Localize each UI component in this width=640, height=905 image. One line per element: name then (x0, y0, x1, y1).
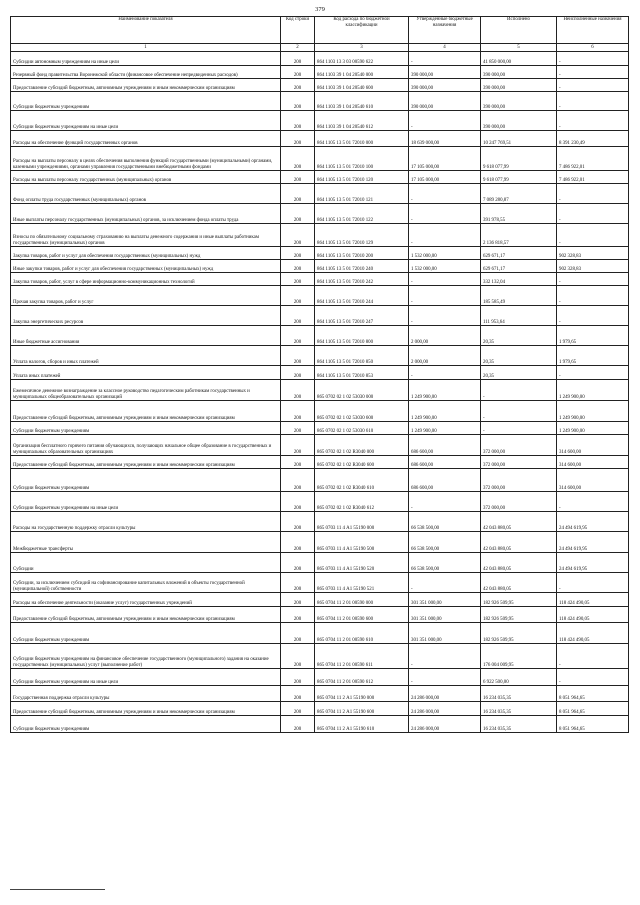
expense-code-cell: 864 1103 39 1 04 20540 000 (315, 66, 409, 79)
approved-amount-cell: 2 000,00 (409, 346, 481, 366)
line-code-cell: 200 (281, 469, 315, 492)
line-code-cell: 200 (281, 573, 315, 593)
executed-amount-cell: 42 043 880,05 (481, 553, 557, 573)
unexecuted-amount-cell: 1 979,65 (557, 346, 629, 366)
indicator-name-cell: Государственная поддержка отрасли культуры (11, 686, 281, 702)
indicator-name-cell: Расходы на государственную поддержку отрасли культуры (11, 512, 281, 532)
unexecuted-amount-cell: 314 600,00 (557, 456, 629, 469)
unexecuted-amount-cell: - (557, 366, 629, 380)
unexecuted-amount-cell: 1 249 900,00 (557, 401, 629, 422)
indicator-name-cell: Предоставление субсидий бюджетным, автономным учреждениям и иным некоммерческим организациям (11, 79, 281, 92)
unexecuted-amount-cell: - (557, 79, 629, 92)
line-code-cell: 200 (281, 286, 315, 306)
table-row (11, 435, 629, 456)
expense-code-cell: 864 1105 13 5 01 72010 000 (315, 131, 409, 147)
table-row (11, 593, 629, 607)
expense-code-cell: 864 1103 39 1 04 20540 600 (315, 79, 409, 92)
executed-amount-cell: 20,35 (481, 366, 557, 380)
line-code-cell: 200 (281, 669, 315, 686)
expense-code-cell: 865 0702 02 1 02 53030 000 (315, 380, 409, 401)
indicator-name-cell: Ежемесячное денежное вознаграждение за классное руководство педагогическим работникам государственных и муниципальных общеобразовательных организаций (11, 380, 281, 401)
table-row (11, 92, 629, 111)
unexecuted-amount-cell: - (557, 644, 629, 669)
executed-amount-cell: 182 926 509,95 (481, 607, 557, 623)
indicator-name-cell: Фонд оплаты труда государственных (муниципальных) органов (11, 184, 281, 204)
indicator-name-cell: Субсидии бюджетным учреждениям (11, 422, 281, 435)
approved-amount-cell: - (409, 366, 481, 380)
table-row (11, 247, 629, 260)
line-code-cell: 200 (281, 111, 315, 131)
unexecuted-amount-cell: 24 494 619,95 (557, 512, 629, 532)
line-code-cell: 200 (281, 716, 315, 733)
executed-amount-cell: 42 043 880,05 (481, 512, 557, 532)
unexecuted-amount-cell: 1 249 900,00 (557, 422, 629, 435)
indicator-name-cell: Закупка товаров, работ, услуг в сфере информационно-коммуникационных технологий (11, 273, 281, 286)
indicator-name-cell: Расходы на выплаты персоналу в целях обеспечения выполнения функций государственными (муниципальными) органами, казенными учреждениями, органами управления государственными внебюджетными фондами (11, 147, 281, 171)
line-code-cell: 200 (281, 147, 315, 171)
expense-code-cell: 865 0703 11 4 А1 55190 000 (315, 512, 409, 532)
line-code-cell: 200 (281, 260, 315, 273)
indicator-name-cell: Субсидии автономным учреждениям на иные цели (11, 52, 281, 66)
executed-amount-cell: 16 234 035,35 (481, 716, 557, 733)
executed-amount-cell: 20,35 (481, 346, 557, 366)
table-row (11, 469, 629, 492)
line-code-cell: 200 (281, 512, 315, 532)
unexecuted-amount-cell: - (557, 52, 629, 66)
executed-amount-cell: 42 043 880,05 (481, 532, 557, 553)
unexecuted-amount-cell: 24 494 619,95 (557, 553, 629, 573)
executed-amount-cell: 111 953,64 (481, 306, 557, 326)
indicator-name-cell: Закупка энергетических ресурсов (11, 306, 281, 326)
header-expense-code: Код расхода по бюджетной классификации (315, 17, 409, 44)
executed-amount-cell: 176 004 009,95 (481, 644, 557, 669)
table-row (11, 171, 629, 184)
table-body (11, 52, 629, 733)
executed-amount-cell: 6 922 500,00 (481, 669, 557, 686)
executed-amount-cell: 372 000,00 (481, 456, 557, 469)
executed-amount-cell: 390 000,00 (481, 66, 557, 79)
expense-code-cell: 865 0704 11 2 А1 55190 000 (315, 686, 409, 702)
table-row (11, 52, 629, 66)
approved-amount-cell: 390 000,00 (409, 66, 481, 79)
indicator-name-cell: Взносы по обязательному социальному страхованию на выплаты денежного содержания и иные выплаты работникам государственных (муниципальных) органов (11, 224, 281, 247)
expense-code-cell: 865 0704 11 2 01 00590 000 (315, 593, 409, 607)
expense-code-cell: 864 1105 13 5 01 72010 850 (315, 346, 409, 366)
approved-amount-cell: 1 249 900,00 (409, 422, 481, 435)
table-row (11, 553, 629, 573)
table-row (11, 686, 629, 702)
approved-amount-cell: 66 538 500,00 (409, 512, 481, 532)
table-row (11, 224, 629, 247)
line-code-cell: 200 (281, 422, 315, 435)
column-number: 4 (409, 44, 481, 52)
unexecuted-amount-cell: - (557, 111, 629, 131)
approved-amount-cell: 1 532 000,00 (409, 247, 481, 260)
unexecuted-amount-cell: 902 328,83 (557, 260, 629, 273)
unexecuted-amount-cell: - (557, 204, 629, 224)
approved-amount-cell: - (409, 111, 481, 131)
header-unexecuted: Неисполненные назначения (557, 17, 629, 44)
approved-amount-cell: 390 000,00 (409, 92, 481, 111)
indicator-name-cell: Субсидии бюджетным учреждениям на иные цели (11, 111, 281, 131)
approved-amount-cell: - (409, 224, 481, 247)
column-number: 5 (481, 44, 557, 52)
unexecuted-amount-cell: 902 328,83 (557, 247, 629, 260)
expense-code-cell: 864 1105 13 5 01 72010 122 (315, 204, 409, 224)
line-code-cell: 200 (281, 52, 315, 66)
line-code-cell: 200 (281, 644, 315, 669)
line-code-cell: 200 (281, 686, 315, 702)
unexecuted-amount-cell: - (557, 66, 629, 79)
column-number: 3 (315, 44, 409, 52)
line-code-cell: 200 (281, 66, 315, 79)
line-code-cell: 200 (281, 623, 315, 644)
expense-code-cell: 865 0704 11 2 А1 55190 610 (315, 716, 409, 733)
executed-amount-cell: 332 132,04 (481, 273, 557, 286)
table-row (11, 260, 629, 273)
indicator-name-cell: Резервный фонд правительства Воронежской области (финансовое обеспечение непредвиденных расходов) (11, 66, 281, 79)
executed-amount-cell: 390 000,00 (481, 79, 557, 92)
unexecuted-amount-cell: 7 486 922,01 (557, 171, 629, 184)
executed-amount-cell: 9 618 077,99 (481, 147, 557, 171)
expense-code-cell: 865 0704 11 2 А1 55190 600 (315, 702, 409, 716)
executed-amount-cell: 391 978,55 (481, 204, 557, 224)
approved-amount-cell: 686 600,00 (409, 456, 481, 469)
expense-code-cell: 865 0703 11 4 А1 55190 521 (315, 573, 409, 593)
approved-amount-cell: 686 600,00 (409, 435, 481, 456)
expense-code-cell: 864 1105 13 5 01 72010 244 (315, 286, 409, 306)
indicator-name-cell: Закупка товаров, работ и услуг для обеспечения государственных (муниципальных) нужд (11, 247, 281, 260)
unexecuted-amount-cell: 7 486 922,01 (557, 147, 629, 171)
expense-code-cell: 864 1105 13 5 01 72010 121 (315, 184, 409, 204)
executed-amount-cell: 10 247 769,51 (481, 131, 557, 147)
unexecuted-amount-cell: - (557, 669, 629, 686)
executed-amount-cell: 629 671,17 (481, 260, 557, 273)
indicator-name-cell: Предоставление субсидий бюджетным, автономным учреждениям и иным некоммерческим организациям (11, 401, 281, 422)
approved-amount-cell: 24 286 000,00 (409, 686, 481, 702)
approved-amount-cell: 24 286 000,00 (409, 702, 481, 716)
header-approved: Утвержденные бюджетные назначения (409, 17, 481, 44)
expense-code-cell: 864 1105 13 5 01 72010 853 (315, 366, 409, 380)
executed-amount-cell: 372 000,00 (481, 492, 557, 512)
executed-amount-cell: 7 089 280,87 (481, 184, 557, 204)
unexecuted-amount-cell: 1 249 900,00 (557, 380, 629, 401)
indicator-name-cell: Субсидии бюджетным учреждениям (11, 716, 281, 733)
executed-amount-cell: 16 234 035,35 (481, 702, 557, 716)
table-row (11, 380, 629, 401)
expense-code-cell: 865 0704 11 2 01 00590 600 (315, 607, 409, 623)
line-code-cell: 200 (281, 273, 315, 286)
unexecuted-amount-cell: 118 424 490,05 (557, 607, 629, 623)
approved-amount-cell: 66 538 500,00 (409, 553, 481, 573)
executed-amount-cell: 20,35 (481, 326, 557, 346)
approved-amount-cell: 390 000,00 (409, 79, 481, 92)
unexecuted-amount-cell: 118 424 490,05 (557, 593, 629, 607)
page-number: 379 (315, 6, 325, 13)
expense-code-cell: 865 0703 11 4 А1 55190 520 (315, 553, 409, 573)
line-code-cell: 200 (281, 346, 315, 366)
column-number: 1 (11, 44, 281, 52)
table-row (11, 273, 629, 286)
line-code-cell: 200 (281, 607, 315, 623)
line-code-cell: 200 (281, 247, 315, 260)
approved-amount-cell: 18 639 000,00 (409, 131, 481, 147)
executed-amount-cell: 9 618 077,99 (481, 171, 557, 184)
unexecuted-amount-cell: - (557, 286, 629, 306)
approved-amount-cell: 2 000,00 (409, 326, 481, 346)
executed-amount-cell: 16 234 035,35 (481, 686, 557, 702)
expense-code-cell: 865 0702 02 1 02 R3040 612 (315, 492, 409, 512)
unexecuted-amount-cell: - (557, 573, 629, 593)
indicator-name-cell: Уплата иных платежей (11, 366, 281, 380)
header-row (11, 17, 629, 44)
approved-amount-cell: - (409, 669, 481, 686)
line-code-cell: 200 (281, 435, 315, 456)
executed-amount-cell: 185 585,49 (481, 286, 557, 306)
approved-amount-cell: 66 538 500,00 (409, 532, 481, 553)
unexecuted-amount-cell: 314 600,00 (557, 469, 629, 492)
approved-amount-cell: - (409, 306, 481, 326)
expense-code-cell: 865 0702 02 1 02 R3040 610 (315, 469, 409, 492)
executed-amount-cell: 41 850 000,00 (481, 52, 557, 66)
executed-amount-cell: - (481, 401, 557, 422)
executed-amount-cell: 182 926 509,95 (481, 593, 557, 607)
table-row (11, 131, 629, 147)
table-row (11, 346, 629, 366)
line-code-cell: 200 (281, 702, 315, 716)
line-code-cell: 200 (281, 171, 315, 184)
expense-code-cell: 865 0702 02 1 02 53030 600 (315, 401, 409, 422)
column-number: 6 (557, 44, 629, 52)
header-indicator-name: Наименование показателя (11, 17, 281, 44)
expense-code-cell: 864 1105 13 5 01 72010 120 (315, 171, 409, 184)
executed-amount-cell: 372 000,00 (481, 435, 557, 456)
approved-amount-cell: - (409, 273, 481, 286)
line-code-cell: 200 (281, 553, 315, 573)
header-executed: Исполнено (481, 17, 557, 44)
expense-code-cell: 864 1105 13 5 01 72010 100 (315, 147, 409, 171)
line-code-cell: 200 (281, 326, 315, 346)
approved-amount-cell: 1 532 000,00 (409, 260, 481, 273)
table-row (11, 204, 629, 224)
expense-code-cell: 864 1105 13 5 01 72010 242 (315, 273, 409, 286)
table-row (11, 184, 629, 204)
indicator-name-cell: Иные закупки товаров, работ и услуг для обеспечения государственных (муниципальных) нужд (11, 260, 281, 273)
indicator-name-cell: Уплата налогов, сборов и иных платежей (11, 346, 281, 366)
indicator-name-cell: Расходы на выплаты персоналу государственных (муниципальных) органов (11, 171, 281, 184)
expense-code-cell: 864 1105 13 5 01 72010 247 (315, 306, 409, 326)
approved-amount-cell: - (409, 644, 481, 669)
table-row (11, 66, 629, 79)
executed-amount-cell: 390 000,00 (481, 111, 557, 131)
line-code-cell: 200 (281, 401, 315, 422)
indicator-name-cell: Субсидии бюджетным учреждениям (11, 623, 281, 644)
line-code-cell: 200 (281, 92, 315, 111)
line-code-cell: 200 (281, 306, 315, 326)
indicator-name-cell: Иные бюджетные ассигнования (11, 326, 281, 346)
column-number: 2 (281, 44, 315, 52)
header-line-code: Код строки (281, 17, 315, 44)
executed-amount-cell: 2 136 818,57 (481, 224, 557, 247)
line-code-cell: 200 (281, 492, 315, 512)
expense-code-cell: 864 1105 13 5 01 72010 200 (315, 247, 409, 260)
approved-amount-cell: 686 600,00 (409, 469, 481, 492)
expense-code-cell: 865 0704 11 2 01 00590 611 (315, 644, 409, 669)
indicator-name-cell: Субсидии (11, 553, 281, 573)
unexecuted-amount-cell: - (557, 224, 629, 247)
line-code-cell: 200 (281, 224, 315, 247)
table-row (11, 607, 629, 623)
line-code-cell: 200 (281, 532, 315, 553)
executed-amount-cell: 372 000,00 (481, 469, 557, 492)
line-code-cell: 200 (281, 593, 315, 607)
expense-code-cell: 864 1105 13 5 01 72010 240 (315, 260, 409, 273)
indicator-name-cell: Субсидии бюджетным учреждениям на иные цели (11, 669, 281, 686)
approved-amount-cell: - (409, 204, 481, 224)
indicator-name-cell: Организация бесплатного горячего питания обучающихся, получающих начальное общее образование в государственных и муниципальных образовательных организациях (11, 435, 281, 456)
table-row (11, 716, 629, 733)
line-code-cell: 200 (281, 204, 315, 224)
unexecuted-amount-cell: 8 391 230,49 (557, 131, 629, 147)
unexecuted-amount-cell: - (557, 306, 629, 326)
approved-amount-cell: 301 351 000,00 (409, 623, 481, 644)
indicator-name-cell: Субсидии бюджетным учреждениям (11, 469, 281, 492)
indicator-name-cell: Субсидии, за исключением субсидий на софинансирование капитальных вложений в объекты государственной (муниципальной) собственности (11, 573, 281, 593)
unexecuted-amount-cell: - (557, 184, 629, 204)
expense-code-cell: 864 1103 39 1 04 20540 612 (315, 111, 409, 131)
approved-amount-cell: - (409, 286, 481, 306)
approved-amount-cell: 1 249 900,00 (409, 401, 481, 422)
executed-amount-cell: 629 671,17 (481, 247, 557, 260)
line-code-cell: 200 (281, 456, 315, 469)
line-code-cell: 200 (281, 380, 315, 401)
approved-amount-cell: 301 351 000,00 (409, 593, 481, 607)
unexecuted-amount-cell: 1 979,65 (557, 326, 629, 346)
footer-rule (10, 889, 105, 890)
table-row (11, 702, 629, 716)
line-code-cell: 200 (281, 79, 315, 92)
line-code-cell: 200 (281, 184, 315, 204)
table-row (11, 573, 629, 593)
indicator-name-cell: Субсидии бюджетным учреждениям (11, 92, 281, 111)
indicator-name-cell: Межбюджетные трансферты (11, 532, 281, 553)
indicator-name-cell: Расходы на обеспечение функций государственных органов (11, 131, 281, 147)
expense-code-cell: 865 0703 11 4 А1 55190 500 (315, 532, 409, 553)
table-row (11, 669, 629, 686)
line-code-cell: 200 (281, 131, 315, 147)
table-row (11, 492, 629, 512)
unexecuted-amount-cell: 24 494 619,95 (557, 532, 629, 553)
unexecuted-amount-cell: 314 600,00 (557, 435, 629, 456)
approved-amount-cell: 24 286 000,00 (409, 716, 481, 733)
indicator-name-cell: Субсидии бюджетным учреждениям на финансовое обеспечение государственного (муниципального) задания на оказание государственных (муниципальных) услуг (выполнение работ) (11, 644, 281, 669)
approved-amount-cell: - (409, 573, 481, 593)
table-row (11, 644, 629, 669)
indicator-name-cell: Предоставление субсидий бюджетным, автономным учреждениям и иным некоммерческим организациям (11, 456, 281, 469)
indicator-name-cell: Прочая закупка товаров, работ и услуг (11, 286, 281, 306)
table-row (11, 79, 629, 92)
table-row (11, 286, 629, 306)
unexecuted-amount-cell: - (557, 273, 629, 286)
table-row (11, 147, 629, 171)
executed-amount-cell: 42 043 880,05 (481, 573, 557, 593)
unexecuted-amount-cell: 118 424 490,05 (557, 623, 629, 644)
line-code-cell: 200 (281, 366, 315, 380)
expense-code-cell: 864 1103 13 3 03 00590 622 (315, 52, 409, 66)
executed-amount-cell: - (481, 422, 557, 435)
executed-amount-cell: - (481, 380, 557, 401)
executed-amount-cell: 390 000,00 (481, 92, 557, 111)
approved-amount-cell: 17 105 000,00 (409, 147, 481, 171)
table-row (11, 623, 629, 644)
approved-amount-cell: - (409, 492, 481, 512)
unexecuted-amount-cell: - (557, 492, 629, 512)
budget-execution-table (10, 16, 629, 733)
expense-code-cell: 864 1103 39 1 04 20540 610 (315, 92, 409, 111)
indicator-name-cell: Расходы на обеспечение деятельности (оказание услуг) государственных учреждений (11, 593, 281, 607)
expense-code-cell: 865 0704 11 2 01 00590 610 (315, 623, 409, 644)
table-row (11, 366, 629, 380)
table-row (11, 111, 629, 131)
executed-amount-cell: 182 926 509,95 (481, 623, 557, 644)
expense-code-cell: 864 1105 13 5 01 72010 129 (315, 224, 409, 247)
approved-amount-cell: 17 105 000,00 (409, 171, 481, 184)
approved-amount-cell: 1 249 900,00 (409, 380, 481, 401)
unexecuted-amount-cell: 8 051 964,65 (557, 716, 629, 733)
expense-code-cell: 864 1105 13 5 01 72010 800 (315, 326, 409, 346)
indicator-name-cell: Предоставление субсидий бюджетным, автономным учреждениям и иным некоммерческим организациям (11, 702, 281, 716)
table-row (11, 326, 629, 346)
table-row (11, 401, 629, 422)
table-row (11, 306, 629, 326)
expense-code-cell: 865 0704 11 2 01 00590 612 (315, 669, 409, 686)
unexecuted-amount-cell: 8 051 964,65 (557, 702, 629, 716)
approved-amount-cell: 301 351 000,00 (409, 607, 481, 623)
approved-amount-cell: - (409, 184, 481, 204)
indicator-name-cell: Субсидии бюджетным учреждениям на иные цели (11, 492, 281, 512)
table-row (11, 456, 629, 469)
unexecuted-amount-cell: 8 051 964,65 (557, 686, 629, 702)
table-row (11, 512, 629, 532)
expense-code-cell: 865 0702 02 1 02 R3040 600 (315, 456, 409, 469)
indicator-name-cell: Иные выплаты персоналу государственных (муниципальных) органов, за исключением фонда оплаты труда (11, 204, 281, 224)
indicator-name-cell: Предоставление субсидий бюджетным, автономным учреждениям и иным некоммерческим организациям (11, 607, 281, 623)
column-number-row (11, 44, 629, 52)
table-row (11, 422, 629, 435)
expense-code-cell: 865 0702 02 1 02 R3040 000 (315, 435, 409, 456)
approved-amount-cell: - (409, 52, 481, 66)
table-row (11, 532, 629, 553)
unexecuted-amount-cell: - (557, 92, 629, 111)
expense-code-cell: 865 0702 02 1 02 53030 610 (315, 422, 409, 435)
